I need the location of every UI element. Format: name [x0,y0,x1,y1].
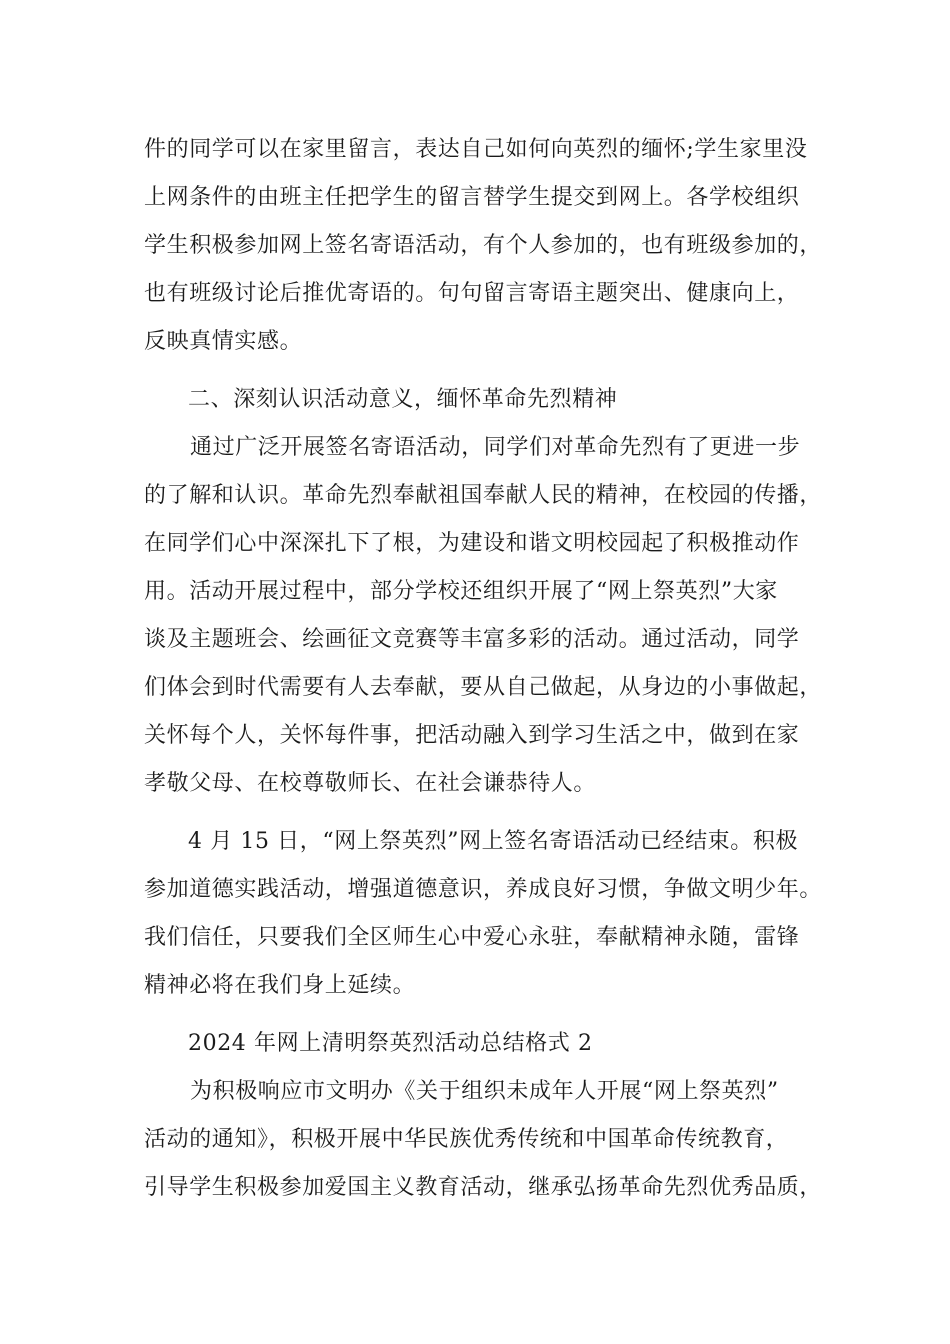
text-line: 活动的通知》，积极开展中华民族优秀传统和中国革命传统教育， [144,1127,789,1152]
text-line: 孝敬父母、在校尊敬师长、在社会谦恭待人。 [144,771,597,796]
text-line: 我们信任，只要我们全区师生心中爱心永驻，奉献精神永随，雷锋 [144,925,800,950]
section-heading: 二、深刻认识活动意义，缅怀革命先烈精神 [188,387,618,412]
text-line: 4 月 15 日，“网上祭英烈”网上签名寄语活动已经结束。积极 [188,829,799,854]
text-line: 也有班级讨论后推优寄语的。句句留言寄语主题突出、健康向上， [144,281,800,306]
text-line: 上网条件的由班主任把学生的留言替学生提交到网上。各学校组织 [144,185,800,210]
text-line: 们体会到时代需要有人去奉献，要从自己做起，从身边的小事做起， [144,675,823,700]
text-line: 关怀每个人，关怀每件事，把活动融入到学习生活之中，做到在家 [144,723,800,748]
text-line: 参加道德实践活动，增强道德意识，养成良好习惯，争做文明少年。 [144,877,823,902]
document-subtitle: 2024 年网上清明祭英烈活动总结格式 2 [188,1031,593,1056]
text-line: 谈及主题班会、绘画征文竞赛等丰富多彩的活动。通过活动，同学 [144,627,800,652]
text-line: 为积极响应市文明办《关于组织未成年人开展“网上祭英烈” [190,1079,779,1104]
text-line: 引导学生积极参加爱国主义教育活动，继承弘扬革命先烈优秀品质， [144,1175,823,1200]
text-line: 的了解和认识。革命先烈奉献祖国奉献人民的精神，在校园的传播， [144,483,823,508]
text-line: 通过广泛开展签名寄语活动，同学们对革命先烈有了更进一步 [190,435,801,460]
text-line: 在同学们心中深深扎下了根，为建设和谐文明校园起了积极推动作 [144,531,800,556]
text-line: 用。活动开展过程中，部分学校还组织开展了“网上祭英烈”大家 [144,579,778,604]
text-line: 精神必将在我们身上延续。 [144,973,416,998]
text-line: 学生积极参加网上签名寄语活动，有个人参加的，也有班级参加的， [144,233,823,258]
text-line: 件的同学可以在家里留言，表达自己如何向英烈的缅怀;学生家里没 [144,137,808,162]
text-line: 反映真情实感。 [144,329,303,354]
